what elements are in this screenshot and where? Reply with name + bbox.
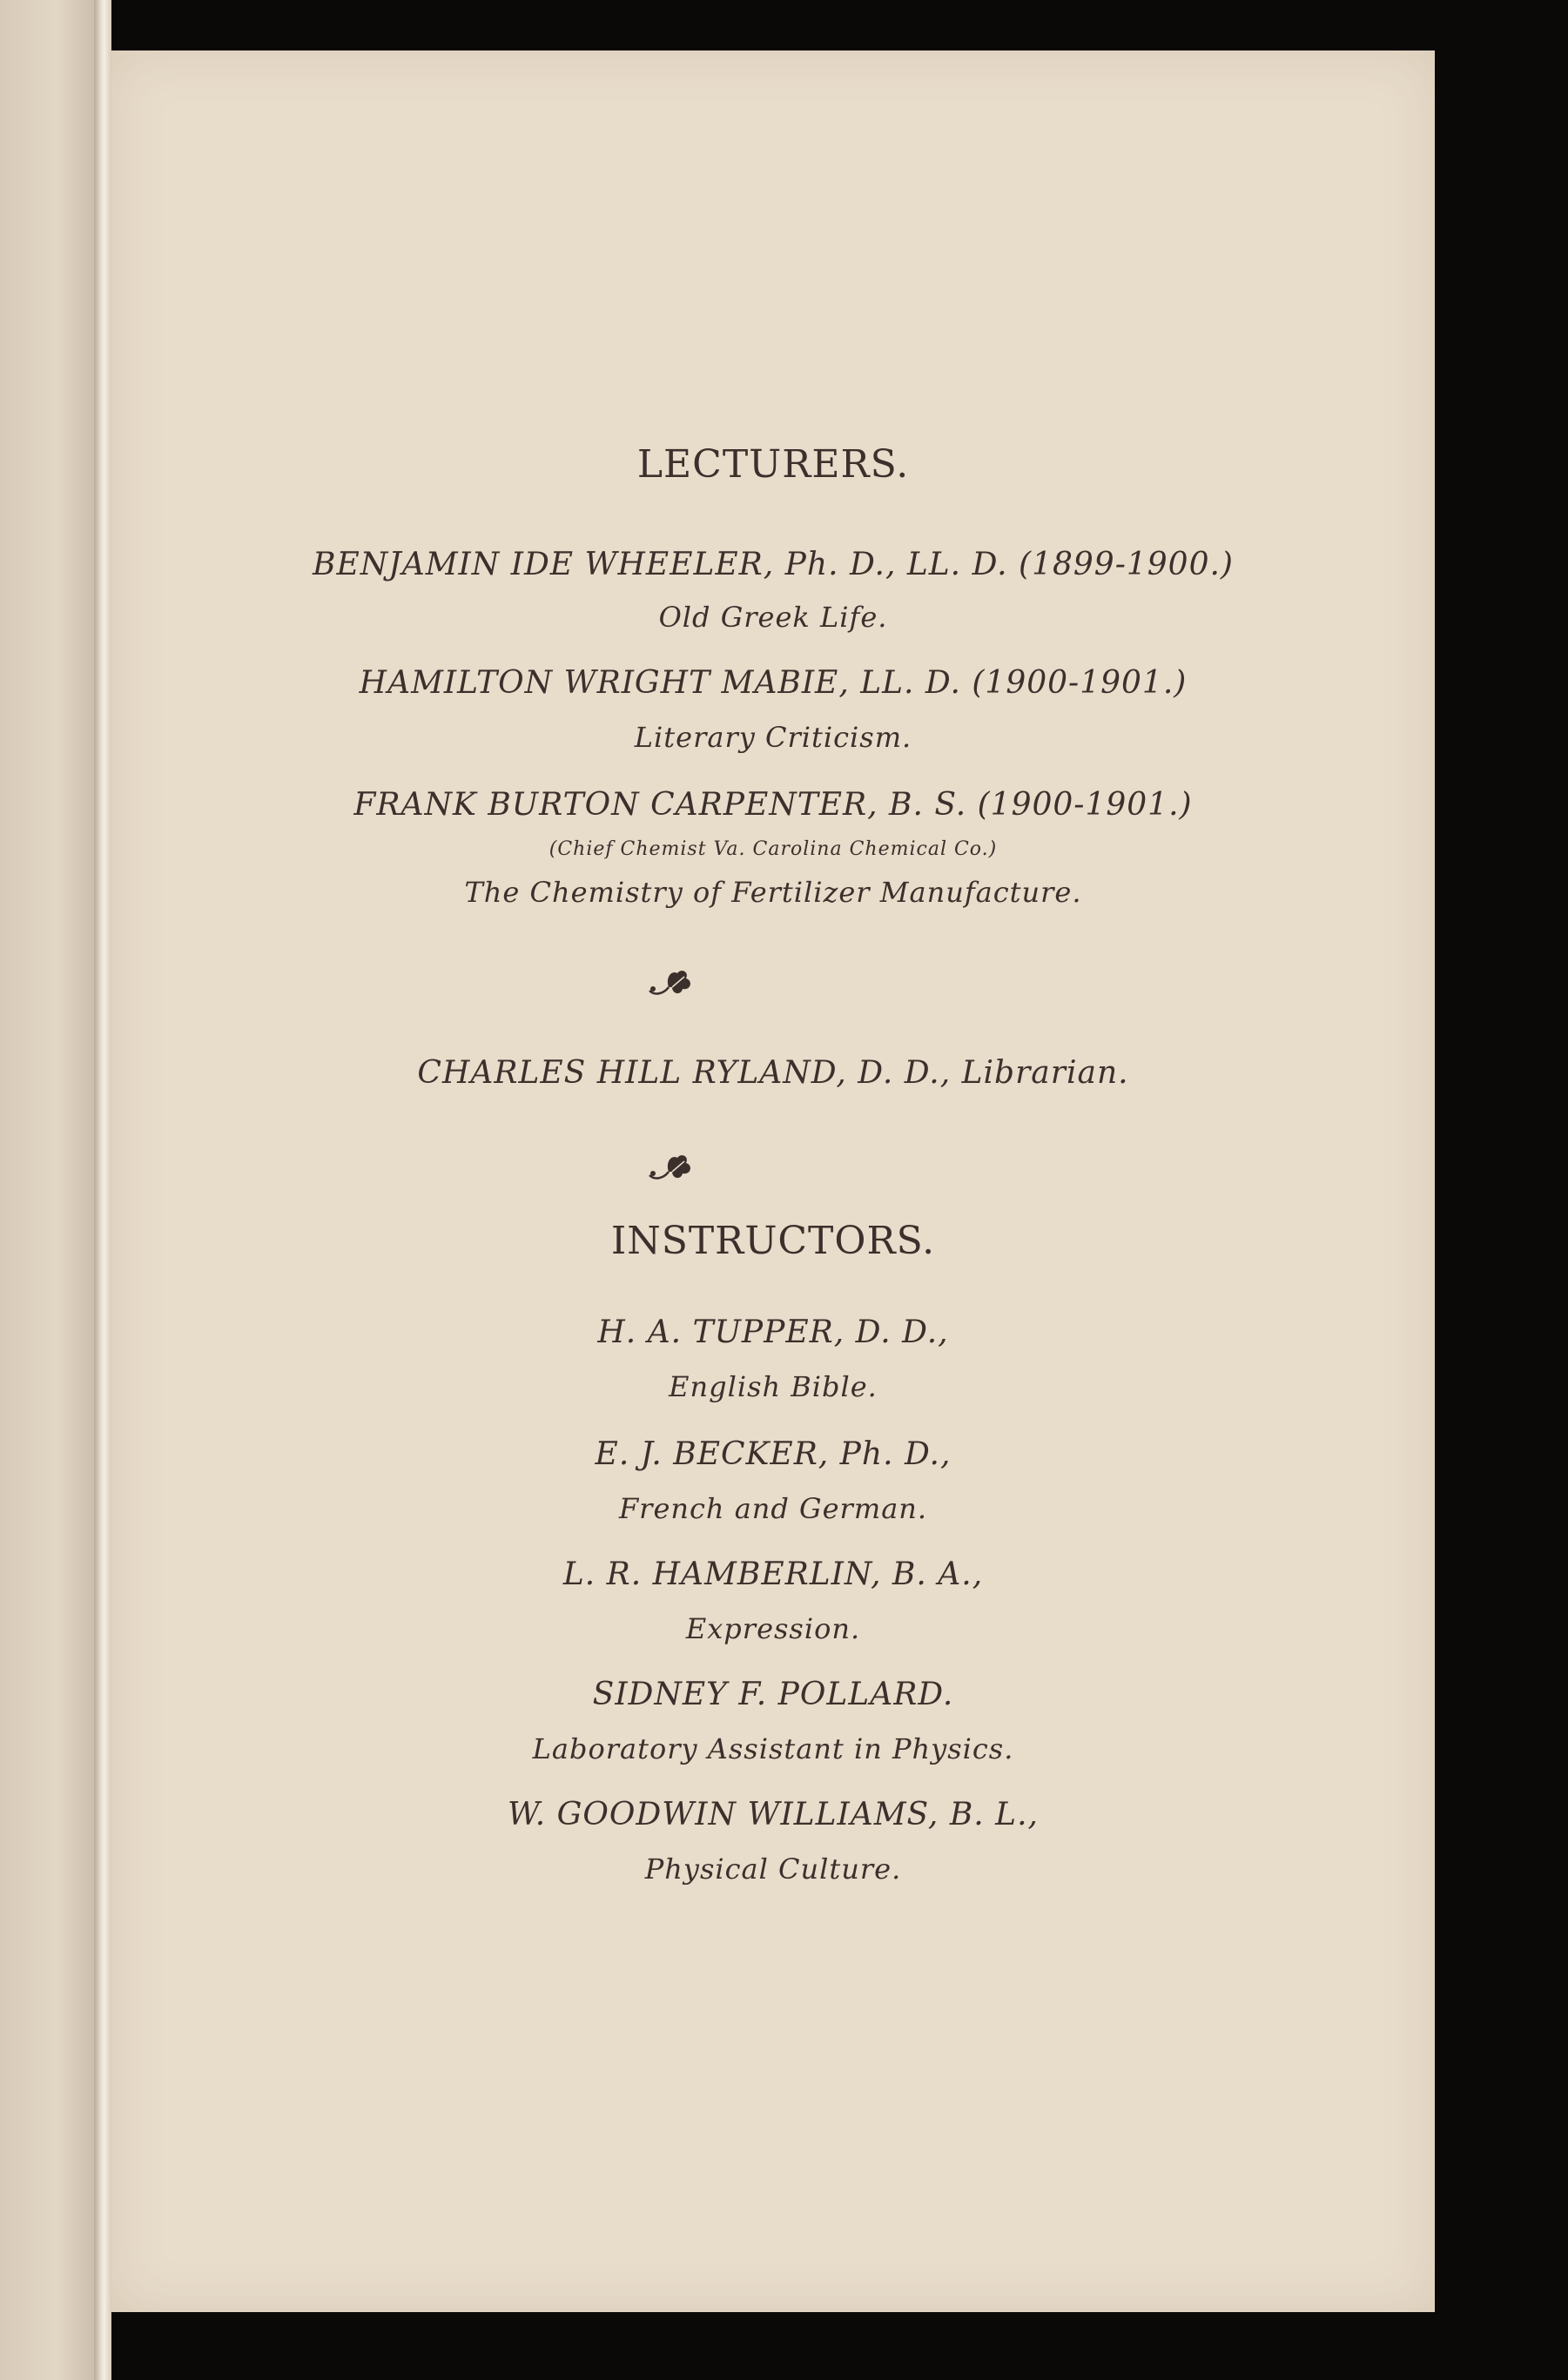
librarian-line: CHARLES HILL RYLAND, D. D., Librarian.: [417, 1055, 1129, 1091]
document-page: [111, 50, 1435, 2312]
lecturer-note: (Chief Chemist Va. Carolina Chemical Co.): [548, 838, 998, 860]
instructor-subject: English Bible.: [669, 1370, 878, 1403]
lecturer-name: HAMILTON WRIGHT MABIE, LL. D. (1900-1901.): [359, 665, 1188, 701]
instructors-heading: INSTRUCTORS.: [610, 1219, 936, 1263]
leaf-ornament-icon: [646, 1149, 695, 1184]
instructor-subject: Physical Culture.: [644, 1852, 902, 1886]
left-page-edge: [0, 0, 94, 2380]
lecturer-name: BENJAMIN IDE WHEELER, Ph. D., LL. D. (1899-1900.): [313, 547, 1234, 582]
instructor-subject: French and German.: [618, 1492, 928, 1525]
lecturers-heading: LECTURERS.: [636, 442, 910, 487]
instructor-name: W. GOODWIN WILLIAMS, B. L.,: [508, 1797, 1039, 1832]
page-content: [111, 50, 1435, 2312]
instructor-subject: Expression.: [685, 1612, 861, 1645]
page-gutter: [94, 0, 111, 2380]
instructor-subject: Laboratory Assistant in Physics.: [532, 1732, 1014, 1765]
leaf-ornament-icon: [646, 965, 695, 999]
lecturer-name: FRANK BURTON CARPENTER, B. S. (1900-1901.): [353, 787, 1193, 823]
instructor-name: H. A. TUPPER, D. D.,: [597, 1314, 949, 1350]
instructor-name: SIDNEY F. POLLARD.: [592, 1677, 954, 1712]
instructor-name: E. J. BECKER, Ph. D.,: [595, 1436, 952, 1472]
instructor-name: L. R. HAMBERLIN, B. A.,: [562, 1556, 984, 1592]
lecturer-subject: Literary Criticism.: [634, 721, 912, 754]
lecturer-subject: Old Greek Life.: [658, 601, 888, 634]
lecturer-subject: The Chemistry of Fertilizer Manufacture.: [464, 876, 1082, 909]
